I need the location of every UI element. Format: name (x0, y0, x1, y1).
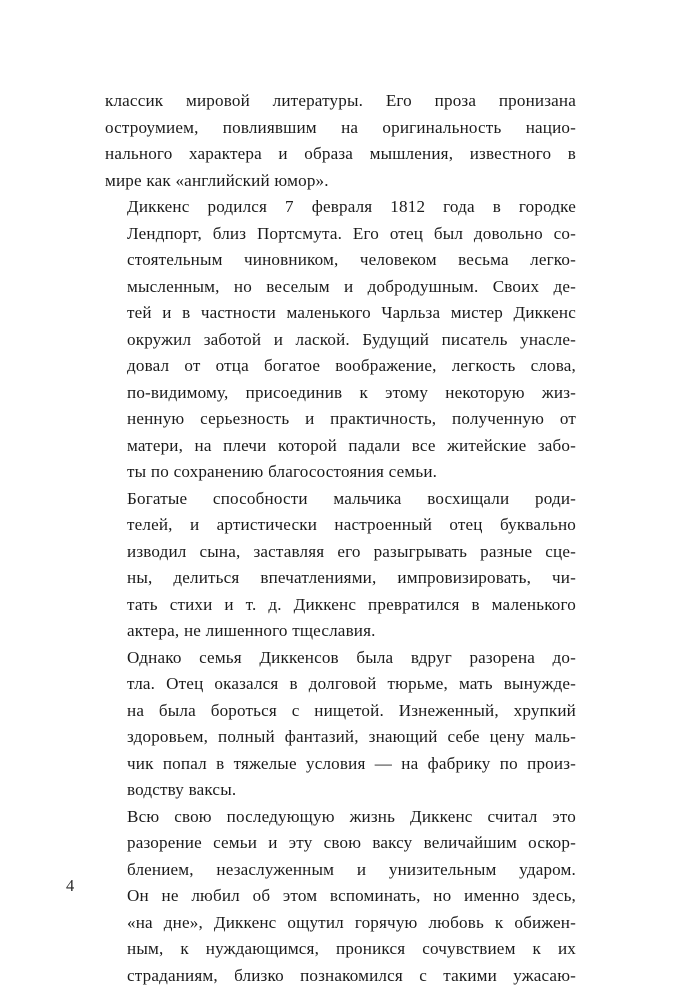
text-line: Однако семья Диккенсов была вдруг разорена до- (105, 645, 576, 672)
page-number: 4 (66, 876, 74, 896)
text-line: на была бороться с нищетой. Изнеженный, хрупкий (105, 698, 576, 725)
text-line: классик мировой литературы. Его проза пронизана (105, 88, 576, 115)
text-line: водству ваксы. (105, 777, 576, 804)
text-line: матери, на плечи которой падали все житейские забо- (105, 433, 576, 460)
paragraph (105, 486, 576, 645)
text-line: актера, не лишенного тщеславия. (105, 618, 576, 645)
text-line: ным, к нуждающимся, проникся сочувствием к их (105, 936, 576, 963)
text-line: ты по сохранению благосостояния семьи. (105, 459, 576, 486)
text-line: Лендпорт, близ Портсмута. Его отец был довольно со- (105, 221, 576, 248)
text-line: разорение семьи и эту свою ваксу величайшим оскор- (105, 830, 576, 857)
text-line: Всю свою последующую жизнь Диккенс считал это (105, 804, 576, 831)
text-line: здоровьем, полный фантазий, знающий себе цену маль- (105, 724, 576, 751)
text-line: телей, и артистически настроенный отец буквально (105, 512, 576, 539)
text-line: окружил заботой и лаской. Будущий писатель унасле- (105, 327, 576, 354)
text-line: нального характера и образа мышления, известного в (105, 141, 576, 168)
text-line: тей и в частности маленького Чарльза мистер Диккенс (105, 300, 576, 327)
text-line: блением, незаслуженным и унизительным ударом. (105, 857, 576, 884)
text-line: изводил сына, заставляя его разыгрывать разные сце- (105, 539, 576, 566)
text-line: остроумием, повлиявшим на оригинальность нацио- (105, 115, 576, 142)
text-line: мире как «английский юмор». (105, 168, 576, 195)
paragraph (105, 645, 576, 804)
text-line: чик попал в тяжелые условия — на фабрику по произ- (105, 751, 576, 778)
text-line: мысленным, но веселым и добродушным. Своих де- (105, 274, 576, 301)
text-line: стоятельным чиновником, человеком весьма легко- (105, 247, 576, 274)
text-line: Богатые способности мальчика восхищали роди- (105, 486, 576, 513)
paragraph (105, 88, 576, 194)
text-line: по-видимому, присоединив к этому некоторую жиз- (105, 380, 576, 407)
text-line: довал от отца богатое воображение, легкость слова, (105, 353, 576, 380)
text-line: тать стихи и т. д. Диккенс превратился в маленького (105, 592, 576, 619)
text-line: «на дне», Диккенс ощутил горячую любовь к обижен- (105, 910, 576, 937)
page-text-block (105, 88, 576, 989)
text-line: ны, делиться впечатлениями, импровизировать, чи- (105, 565, 576, 592)
text-line: Диккенс родился 7 февраля 1812 года в городке (105, 194, 576, 221)
paragraph (105, 804, 576, 989)
text-line: тла. Отец оказался в долговой тюрьме, мать вынужде- (105, 671, 576, 698)
paragraph (105, 194, 576, 486)
text-line: ненную серьезность и практичность, полученную от (105, 406, 576, 433)
text-line: Он не любил об этом вспоминать, но именно здесь, (105, 883, 576, 910)
text-line: страданиям, близко познакомился с такими ужасаю- (105, 963, 576, 989)
